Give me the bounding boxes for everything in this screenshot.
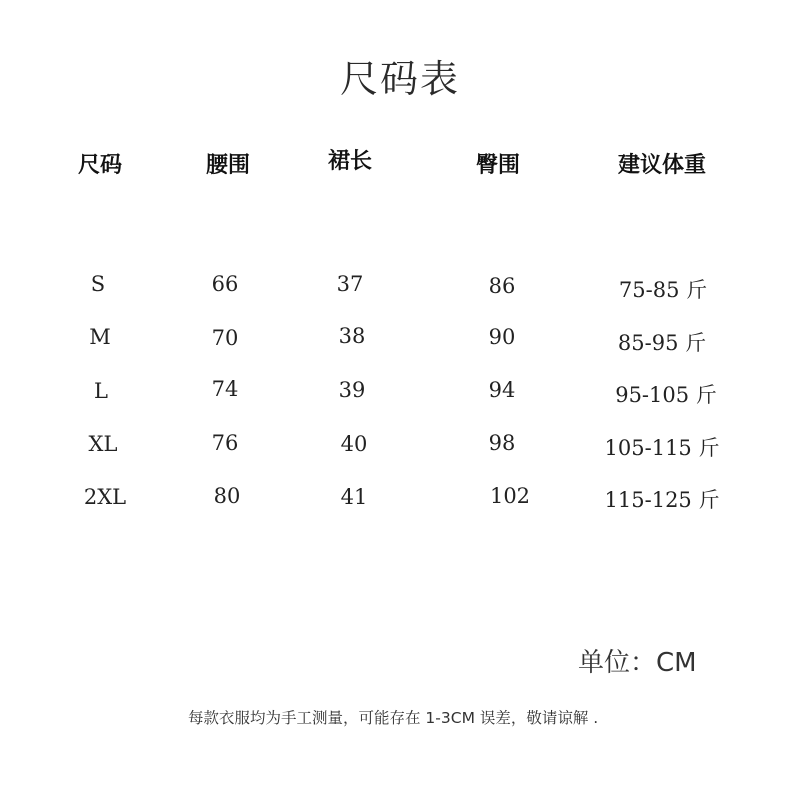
cell-size: XL [88,432,118,456]
cell-skirt-length: 38 [338,324,366,348]
unit-label: 单位：CM [578,648,697,678]
cell-hip: 98 [488,431,516,455]
cell-weight: 85-95 斤 [617,331,707,355]
page-title: 尺码表 [339,57,460,101]
cell-weight: 115-125 斤 [604,488,720,512]
header-skirt-length: 裙长 [327,149,373,174]
cell-hip: 94 [488,378,516,402]
cell-hip: 102 [489,484,531,508]
cell-weight: 95-105 斤 [615,383,717,407]
cell-size: L [94,379,108,403]
measurement-note: 每款衣服均为手工测量，可能存在 1-3CM 误差，敬请谅解 . [188,709,599,727]
header-size: 尺码 [77,153,123,178]
cell-hip: 90 [488,325,516,349]
cell-skirt-length: 41 [340,485,368,509]
cell-hip: 86 [488,274,516,298]
cell-skirt-length: 37 [336,272,364,296]
cell-size: S [90,272,106,296]
cell-waist: 76 [211,431,239,455]
cell-skirt-length: 39 [338,378,366,402]
cell-waist: 70 [211,326,239,350]
cell-waist: 66 [211,272,239,296]
cell-waist: 74 [211,377,239,401]
cell-weight: 105-115 斤 [604,436,720,460]
header-hip: 臀围 [475,153,521,178]
cell-skirt-length: 40 [340,432,368,456]
cell-weight: 75-85 斤 [618,278,708,302]
header-suggested-weight: 建议体重 [617,153,707,178]
cell-size: 2XL [83,485,127,509]
cell-waist: 80 [213,484,241,508]
cell-size: M [89,325,111,349]
header-waist: 腰围 [205,153,251,178]
